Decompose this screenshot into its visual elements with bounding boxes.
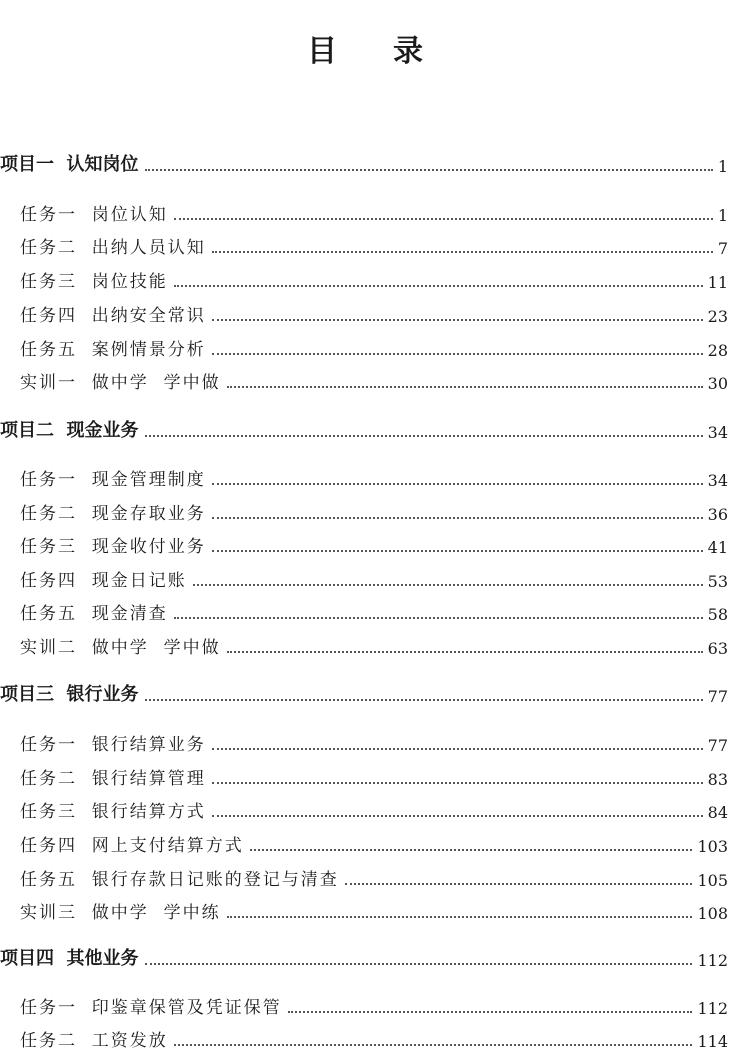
toc-task-entry[interactable] <box>0 201 730 225</box>
toc-entry-label: 项目四 其他业务 <box>0 948 139 969</box>
page-title <box>0 26 730 70</box>
toc-page-number: 23 <box>707 307 728 326</box>
dot-leader <box>174 1044 693 1046</box>
toc-task-entry[interactable] <box>0 765 730 789</box>
toc-entry-label: 任务二 现金存取业务 <box>20 504 206 524</box>
dot-leader <box>174 617 703 619</box>
toc-page-number: 11 <box>707 273 728 292</box>
toc-entry-label: 任务五 现金清查 <box>20 604 168 624</box>
toc-page-number: 34 <box>707 471 728 490</box>
toc-entry-label: 实训二 做中学 学中做 <box>20 638 221 658</box>
toc-task-entry[interactable] <box>0 336 730 360</box>
title-char-1: 目 <box>307 34 337 69</box>
toc-entry-label: 任务五 银行存款日记账的登记与清查 <box>20 870 339 890</box>
toc-entry-label: 任务三 银行结算方式 <box>20 802 206 822</box>
toc-task-entry[interactable] <box>0 832 730 856</box>
toc-page-number: 34 <box>707 423 728 442</box>
toc-task-entry[interactable] <box>0 302 730 326</box>
toc-page-number: 77 <box>707 687 728 706</box>
toc-task-entry[interactable] <box>0 994 730 1018</box>
dot-leader <box>227 916 693 918</box>
toc-project-entry[interactable] <box>0 946 730 970</box>
toc-entry-label: 任务三 现金收付业务 <box>20 537 206 557</box>
toc-page-number: 83 <box>707 770 728 789</box>
toc-page-number: 114 <box>697 1032 728 1051</box>
dot-leader <box>212 815 703 817</box>
toc-task-entry[interactable] <box>0 1027 730 1051</box>
dot-leader <box>145 435 703 437</box>
toc-entry-label: 项目三 银行业务 <box>0 684 139 705</box>
dot-leader <box>145 963 693 965</box>
toc-entry-label: 任务四 网上支付结算方式 <box>20 836 244 856</box>
title-char-2: 录 <box>393 34 423 69</box>
toc-task-entry[interactable] <box>0 533 730 557</box>
toc-page-number: 77 <box>707 736 728 755</box>
toc-page-number: 112 <box>697 951 728 970</box>
dot-leader <box>174 218 713 220</box>
toc-entry-label: 实训三 做中学 学中练 <box>20 903 221 923</box>
toc-entry-label: 任务三 岗位技能 <box>20 272 168 292</box>
toc-entry-label: 任务一 银行结算业务 <box>20 735 206 755</box>
toc-task-entry[interactable] <box>0 899 730 923</box>
toc-page-number: 28 <box>707 341 728 360</box>
toc-task-entry[interactable] <box>0 731 730 755</box>
dot-leader <box>212 782 703 784</box>
toc-entry-label: 任务五 案例情景分析 <box>20 340 206 360</box>
dot-leader <box>250 849 693 851</box>
toc-page-number: 53 <box>707 572 728 591</box>
toc-task-entry[interactable] <box>0 567 730 591</box>
toc-task-entry[interactable] <box>0 866 730 890</box>
toc-entry-label: 任务一 岗位认知 <box>20 205 168 225</box>
dot-leader <box>193 584 703 586</box>
toc-project-entry[interactable] <box>0 152 730 176</box>
dot-leader <box>212 748 703 750</box>
toc-task-entry[interactable] <box>0 466 730 490</box>
toc-entry-label: 实训一 做中学 学中做 <box>20 373 221 393</box>
toc-page-number: 84 <box>707 803 728 822</box>
dot-leader <box>212 251 713 253</box>
toc-task-entry[interactable] <box>0 798 730 822</box>
dot-leader <box>227 386 703 388</box>
dot-leader <box>345 883 693 885</box>
toc-page-number: 112 <box>697 999 728 1018</box>
dot-leader <box>174 285 703 287</box>
toc-page-number: 7 <box>717 239 728 258</box>
toc-page-number: 108 <box>697 904 728 923</box>
toc-entry-label: 任务四 出纳安全常识 <box>20 306 206 326</box>
toc-page-number: 63 <box>707 639 728 658</box>
toc-entry-label: 项目二 现金业务 <box>0 420 139 441</box>
toc-project-entry[interactable] <box>0 682 730 706</box>
dot-leader <box>212 550 703 552</box>
toc-page-number: 30 <box>707 374 728 393</box>
dot-leader <box>288 1011 693 1013</box>
toc-task-entry[interactable] <box>0 500 730 524</box>
toc-entry-label: 任务二 工资发放 <box>20 1031 168 1051</box>
dot-leader <box>145 169 713 171</box>
toc-entry-label: 任务二 银行结算管理 <box>20 769 206 789</box>
toc-project-entry[interactable] <box>0 418 730 442</box>
toc-page-number: 58 <box>707 605 728 624</box>
toc-entry-label: 任务二 出纳人员认知 <box>20 238 206 258</box>
toc-task-entry[interactable] <box>0 268 730 292</box>
toc-page-number: 1 <box>717 206 728 225</box>
toc-entry-label: 任务四 现金日记账 <box>20 571 187 591</box>
toc-task-entry[interactable] <box>0 634 730 658</box>
toc-entry-label: 任务一 印鉴章保管及凭证保管 <box>20 998 282 1018</box>
toc-entry-label: 任务一 现金管理制度 <box>20 470 206 490</box>
toc-page-number: 1 <box>717 157 728 176</box>
toc-task-entry[interactable] <box>0 600 730 624</box>
dot-leader <box>145 699 703 701</box>
toc-task-entry[interactable] <box>0 234 730 258</box>
toc-entry-label: 项目一 认知岗位 <box>0 154 139 175</box>
dot-leader <box>227 651 703 653</box>
toc-page-number: 105 <box>697 871 728 890</box>
toc-task-entry[interactable] <box>0 369 730 393</box>
dot-leader <box>212 319 703 321</box>
dot-leader <box>212 353 703 355</box>
dot-leader <box>212 483 703 485</box>
toc-page-number: 36 <box>707 505 728 524</box>
toc-page-number: 103 <box>697 837 728 856</box>
toc-page-number: 41 <box>707 538 728 557</box>
dot-leader <box>212 517 703 519</box>
